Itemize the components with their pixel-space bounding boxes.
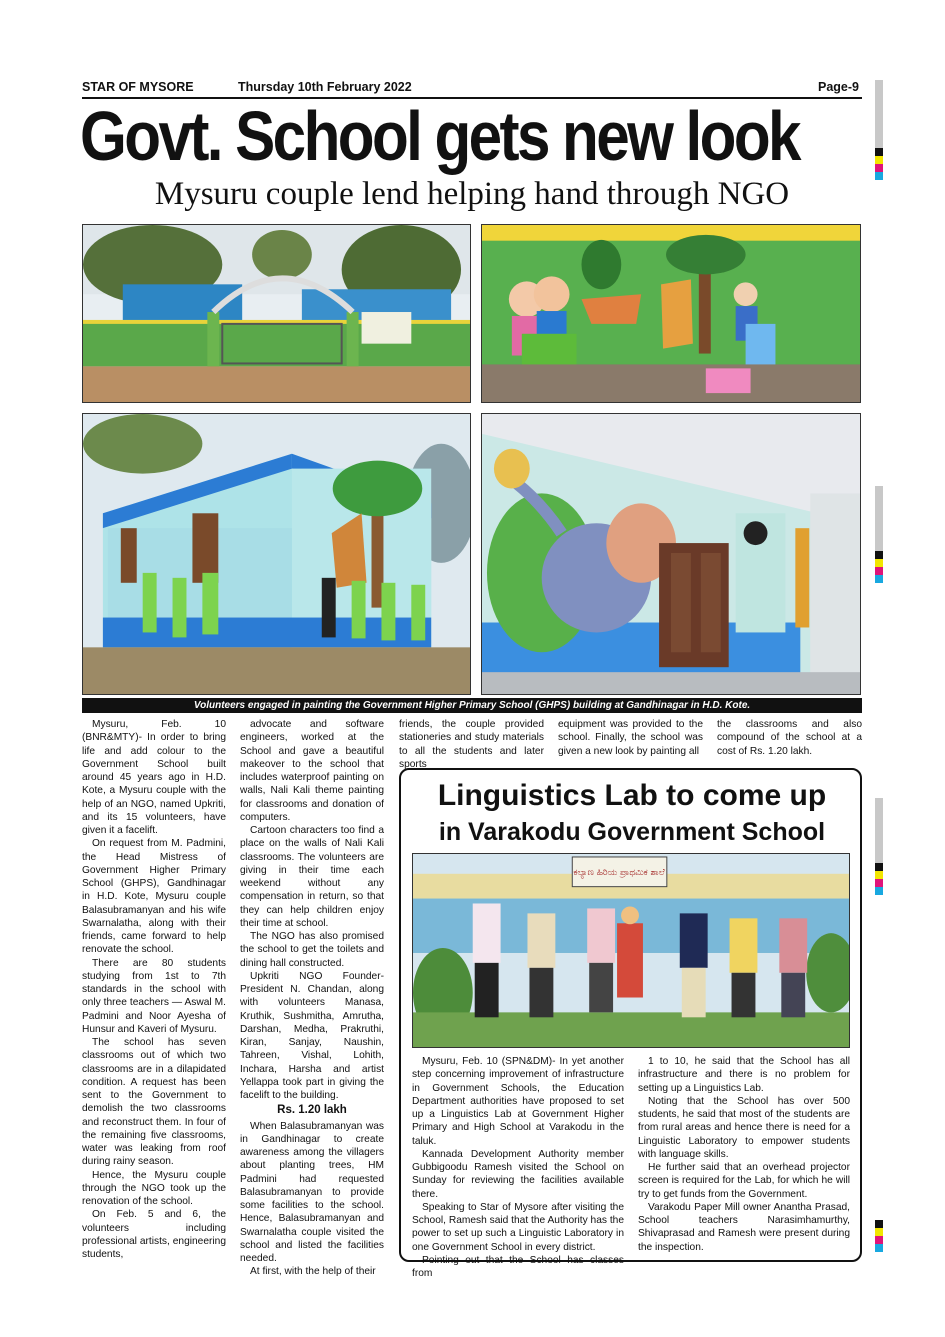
main-story-column-5: [717, 718, 862, 758]
paragraph: 1 to 10, he said that the School has all infrastructure and there is no problem for setting up a Linguistics Lab.: [638, 1056, 850, 1094]
subheadline: Mysuru couple lend helping hand through NGO: [154, 176, 790, 212]
paragraph: The school has seven classrooms out of which two classrooms are in a dilapidated condition. A request has been sent to the Government to demolish the two classrooms and reconstruct them. In four of the remaining five classrooms, water was leaking from roof during rainy season.: [82, 1037, 226, 1168]
paragraph: friends, the couple provided stationeries and study materials to all the students and later sports: [399, 719, 544, 770]
main-story-column-4: [558, 718, 703, 758]
paragraph: Cartoon characters too find a place on the walls of Nali Kali classrooms. The volunteers are giving in their time each weekend without any compensation in return, so that they can help children enjoy their time at school.: [240, 825, 384, 929]
registration-bar: [875, 798, 883, 863]
paragraph: Varakodu Paper Mill owner Anantha Prasad, School teachers Narasimhamurthy, Shivaprasad and Ramesh were present during the inspection.: [638, 1201, 850, 1253]
headline: Govt. School gets new look: [80, 97, 799, 175]
registration-mark: [875, 148, 883, 180]
registration-mark: [875, 551, 883, 583]
school-sign-text: ಕಲ್ಯಾಣ ಹಿರಿಯ ಪ್ರಾಥಮಿಕ ಶಾಲೆ: [573, 867, 665, 878]
paragraph: On Feb. 5 and 6, the volunteers including professional artists, engineering students,: [82, 1209, 226, 1260]
issue-date: Thursday 10th February 2022: [238, 80, 412, 94]
paragraph: Upkriti NGO Founder-President N. Chandan, along with volunteers Manasa, Kruthik, Sushmitha, Amrutha, Darshan, Medha, Prakruthi, Kiran, Sanjay, Naushin, Tahreen, Vishal, Lohith, Inchara, Harsha and artist Yellappa took part in giving the facelift to the building.: [240, 970, 384, 1101]
paragraph: The NGO has also promised the school to get the toilets and dining hall constructed.: [240, 931, 384, 969]
paragraph: Mysuru, Feb. 10 (SPN&DM)- In yet another step concerning improvement of infrastructure in Government Schools, the Education Department authorities have proposed to set up a Linguistics Lab at Government Higher Primary and High School at Varakodu in the taluk.: [412, 1056, 624, 1147]
paragraph: advocate and software engineers, worked at the School and gave a beautiful makeover to the school that includes waterproof painting on walls, Nali Kali theme painting for classrooms and donation of computers.: [240, 719, 384, 823]
paragraph: the classrooms and also compound of the school at a cost of Rs. 1.20 lakh.: [717, 719, 862, 757]
photo-elephant-mural: [481, 413, 861, 695]
paragraph: Pointing out that the School has classes from: [412, 1254, 624, 1279]
paper-name: STAR OF MYSORE: [82, 80, 194, 94]
photo-lab-inspection: [412, 853, 850, 1048]
lab-story-column-2: [638, 1055, 850, 1254]
paragraph: Kannada Development Authority member Gubbigoodu Ramesh visited the School on Sunday for reviewing the facilities available there.: [412, 1148, 624, 1200]
paragraph: Mysuru, Feb. 10 (BNR&MTY)- In order to bring life and add colour to the Government School built around 45 years ago in H.D. Kote, a Mysuru couple with the help of an NGO, named Upkriti, and its 15 volunteers, have given it a facelift.: [82, 719, 226, 836]
paragraph: On request from M. Padmini, the Head Mistress of Government Higher Primary School (GHPS), Gandhinagar in H.D. Kote, Mysuru couple Balasubramanyan and his wife Swarnalatha, along with their friends, came forward to help renovate the school.: [82, 838, 226, 956]
main-story-column-1: [82, 718, 226, 1261]
photo-caption: Volunteers engaged in painting the Government Higher Primary School (GHPS) building at Gandhinagar in H.D. Kote.: [82, 698, 862, 713]
photo-cartoon-wall: [481, 224, 861, 403]
registration-bar: [875, 80, 883, 148]
registration-bar: [875, 486, 883, 551]
paragraph: equipment was provided to the school. Finally, the school was given a new look by painting all: [558, 719, 703, 757]
paragraph: There are 80 students studying from 1st to 7th standards in the school with only three teachers — Aswal M. Padmini and Noor Ayesha of Hunsur and Kaveri of Mysuru.: [82, 957, 226, 1035]
paragraph: Hence, the Mysuru couple through the NGO took up the renovation of the school.: [82, 1169, 226, 1207]
paragraph: When Balasubramanyan was in Gandhinagar to create awareness among the villagers about planting trees, HM Padmini had requested Balasubramanyan to provide some facilities to the school. Hence, Balasubramanyan and Swarnalatha couple visited the school and listed the facilities needed.: [240, 1120, 384, 1264]
main-story-column-2: [240, 718, 384, 1279]
main-story-column-3: [399, 718, 544, 771]
paragraph: He further said that an overhead projector screen is required for the Lab, for which he will try to get funds from the Government.: [638, 1162, 850, 1200]
page-number: Page-9: [818, 80, 859, 94]
registration-mark: [875, 1220, 883, 1252]
section-subhead: Rs. 1.20 lakh: [277, 1104, 347, 1117]
paragraph: Noting that the School has over 500 students, he said that most of the students are from rural areas and hence there is need for a Linguistic Laboratory to empower students with language skills.: [638, 1095, 850, 1160]
paragraph: At first, with the help of their: [250, 1266, 376, 1278]
registration-mark: [875, 863, 883, 895]
lab-story-title-line-2: in Varakodu Government School: [438, 818, 826, 846]
lab-story-column-1: [412, 1055, 624, 1280]
lab-story-title-line-1: Linguistics Lab to come up: [437, 779, 827, 812]
photo-volunteers-painting: [82, 413, 471, 695]
paragraph: Speaking to Star of Mysore after visiting the School, Ramesh said that the Authority has the power to set up such a Linguistic Laboratory in one Government School in every district.: [412, 1201, 624, 1253]
photo-school-gate: [82, 224, 471, 403]
